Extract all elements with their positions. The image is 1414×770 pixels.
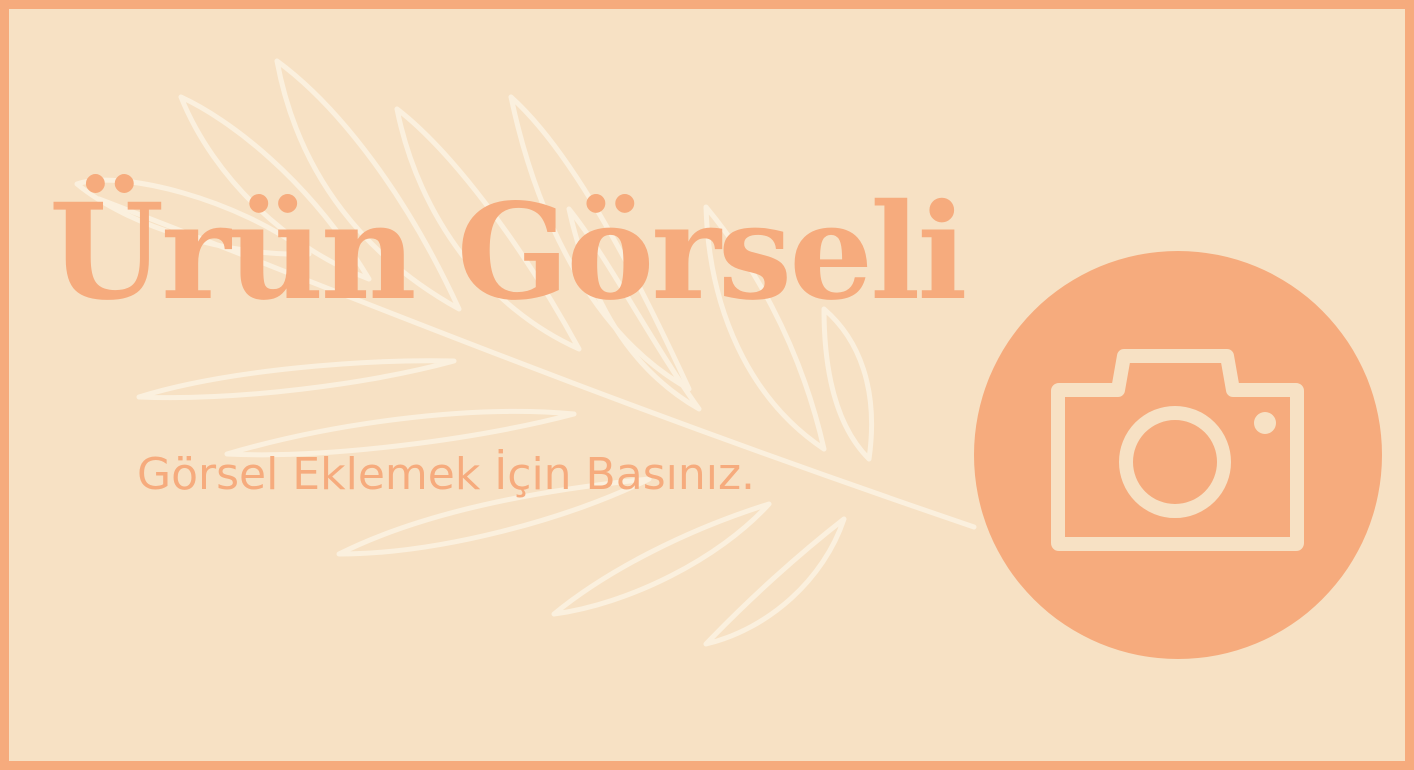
add-image-button[interactable] [974,251,1382,659]
page-title: Ürün Görseli [49,175,965,330]
instruction-text: Görsel Eklemek İçin Basınız. [137,449,756,500]
camera-icon [974,251,1382,659]
